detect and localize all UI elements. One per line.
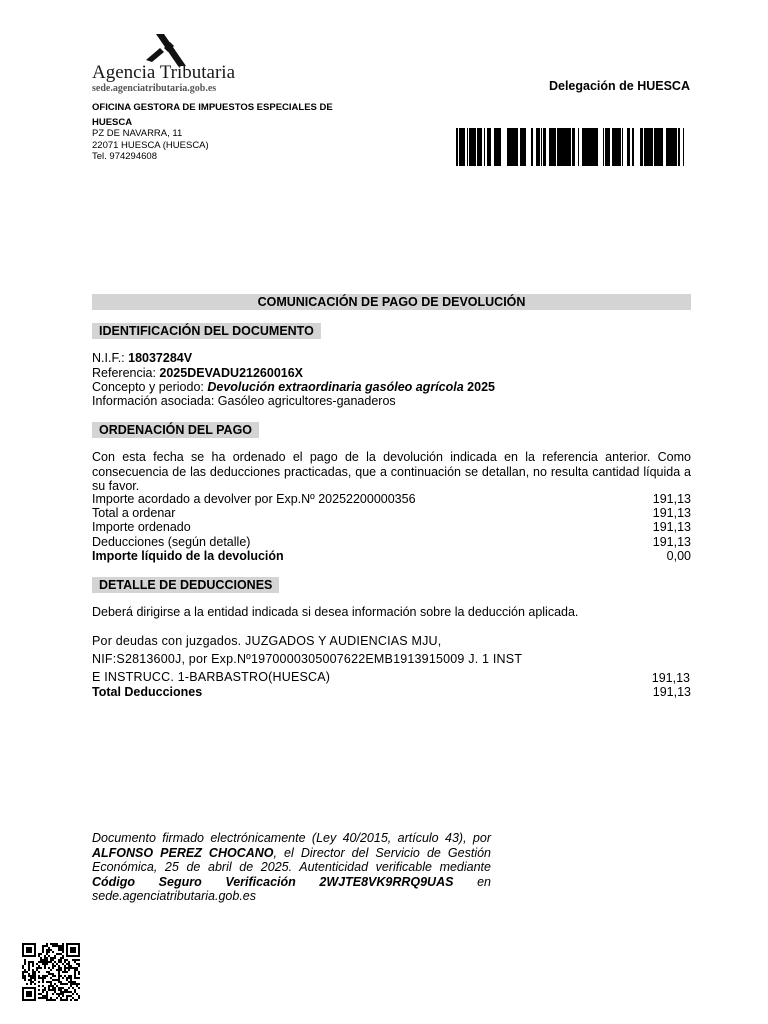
signature-note [92,831,491,904]
amount-value: 0,00 [666,549,691,563]
nif-value: 18037284V [128,351,193,365]
amount-value: 191,13 [652,506,691,520]
informacion-value: Gasóleo agricultores-ganaderos [217,394,396,408]
total-deducciones-value: 191,13 [652,685,691,699]
concepto-year: 2025 [463,380,495,394]
concepto-line [92,380,495,395]
logo-name: Agencia Tributaria [92,62,236,83]
deduccion-value: 191,13 [651,671,690,685]
amount-row [92,520,691,535]
referencia-line [92,366,303,381]
amount-label: Importe acordado a devolver por Exp.Nº 20252200000356 [92,492,416,506]
concepto-value: Devolución extraordinaria gasóleo agrícola [207,380,464,394]
nif-line [92,351,192,366]
nif-label: N.I.F.: [92,351,129,365]
concepto-label: Concepto y periodo: [92,380,208,394]
ordenacion-paragraph: Con esta fecha se ha ordenado el pago de la devolución indicada en la referencia anterior. Como consecuencia de las deducciones practicadas, que a continuación se detallan, no resulta cantidad líquida a su favor. [92,450,691,493]
amount-label: Total a ordenar [92,506,176,520]
total-deducciones-row [92,685,691,700]
section-heading-ordenacion: ORDENACIÓN DEL PAGO [92,422,259,438]
signature-text-1: Documento firmado electrónicamente (Ley 40/2015, artículo 43), por [92,831,491,845]
csv-code: Código Seguro Verificación 2WJTE8VK9RRQ9UAS [92,874,454,889]
address-line-1: PZ DE NAVARRA, 11 [92,128,183,139]
section-heading-deducciones: DETALLE DE DEDUCCIONES [92,577,279,593]
section-heading-identificacion: IDENTIFICACIÓN DEL DOCUMENTO [92,323,321,339]
referencia-label: Referencia: [92,366,160,380]
amount-label: Importe ordenado [92,520,191,534]
office-name: OFICINA GESTORA DE IMPUESTOS ESPECIALES DE HUESCA [92,102,333,128]
referencia-value: 2025DEVADU21260016X [159,366,304,380]
deducciones-intro: Deberá dirigirse a la entidad indicada si desea información sobre la deducción aplicada. [92,605,579,619]
document-title: COMUNICACIÓN DE PAGO DE DEVOLUCIÓN [92,294,691,310]
deduccion-detail [92,632,530,686]
barcode-icon [455,128,689,166]
signer-name: ALFONSO PEREZ CHOCANO [92,845,274,860]
amount-row [92,492,691,507]
deduccion-detail-line-2: NIF:S2813600J, por Exp.Nº1970000305007622EMB1913915009 J. 1 INST [92,652,523,666]
amount-row-total [92,549,691,564]
signature-text-3: en sede.agenciatributaria.gob.es [92,874,491,903]
informacion-line [92,394,396,409]
deduccion-detail-line-1: Por deudas con juzgados. JUZGADOS Y AUDIENCIAS MJU, [92,634,442,648]
qr-code-icon [22,943,80,1001]
amount-value: 191,13 [652,492,691,506]
deduccion-detail-line-3: E INSTRUCC. 1-BARBASTRO(HUESCA) [92,670,331,684]
office-address [92,128,209,163]
signature-text-2: , el Director del Servicio de Gestión Económica, 25 de abril de 2025. Autenticidad verificable mediante [92,845,492,874]
total-deducciones-label: Total Deducciones [92,685,203,699]
address-line-2: 22071 HUESCA (HUESCA) [92,139,209,151]
phone-line: Tel. 974294608 [92,151,157,162]
amount-label: Importe líquido de la devolución [92,549,284,563]
logo-url: sede.agenciatributaria.gob.es [92,83,217,94]
amount-row [92,535,691,550]
amount-label: Deducciones (según detalle) [92,535,251,549]
delegacion-label: Delegación de HUESCA [548,79,690,93]
amount-value: 191,13 [652,535,691,549]
amount-row [92,506,691,521]
amount-value: 191,13 [652,520,691,534]
informacion-label: Información asociada: [92,394,218,408]
